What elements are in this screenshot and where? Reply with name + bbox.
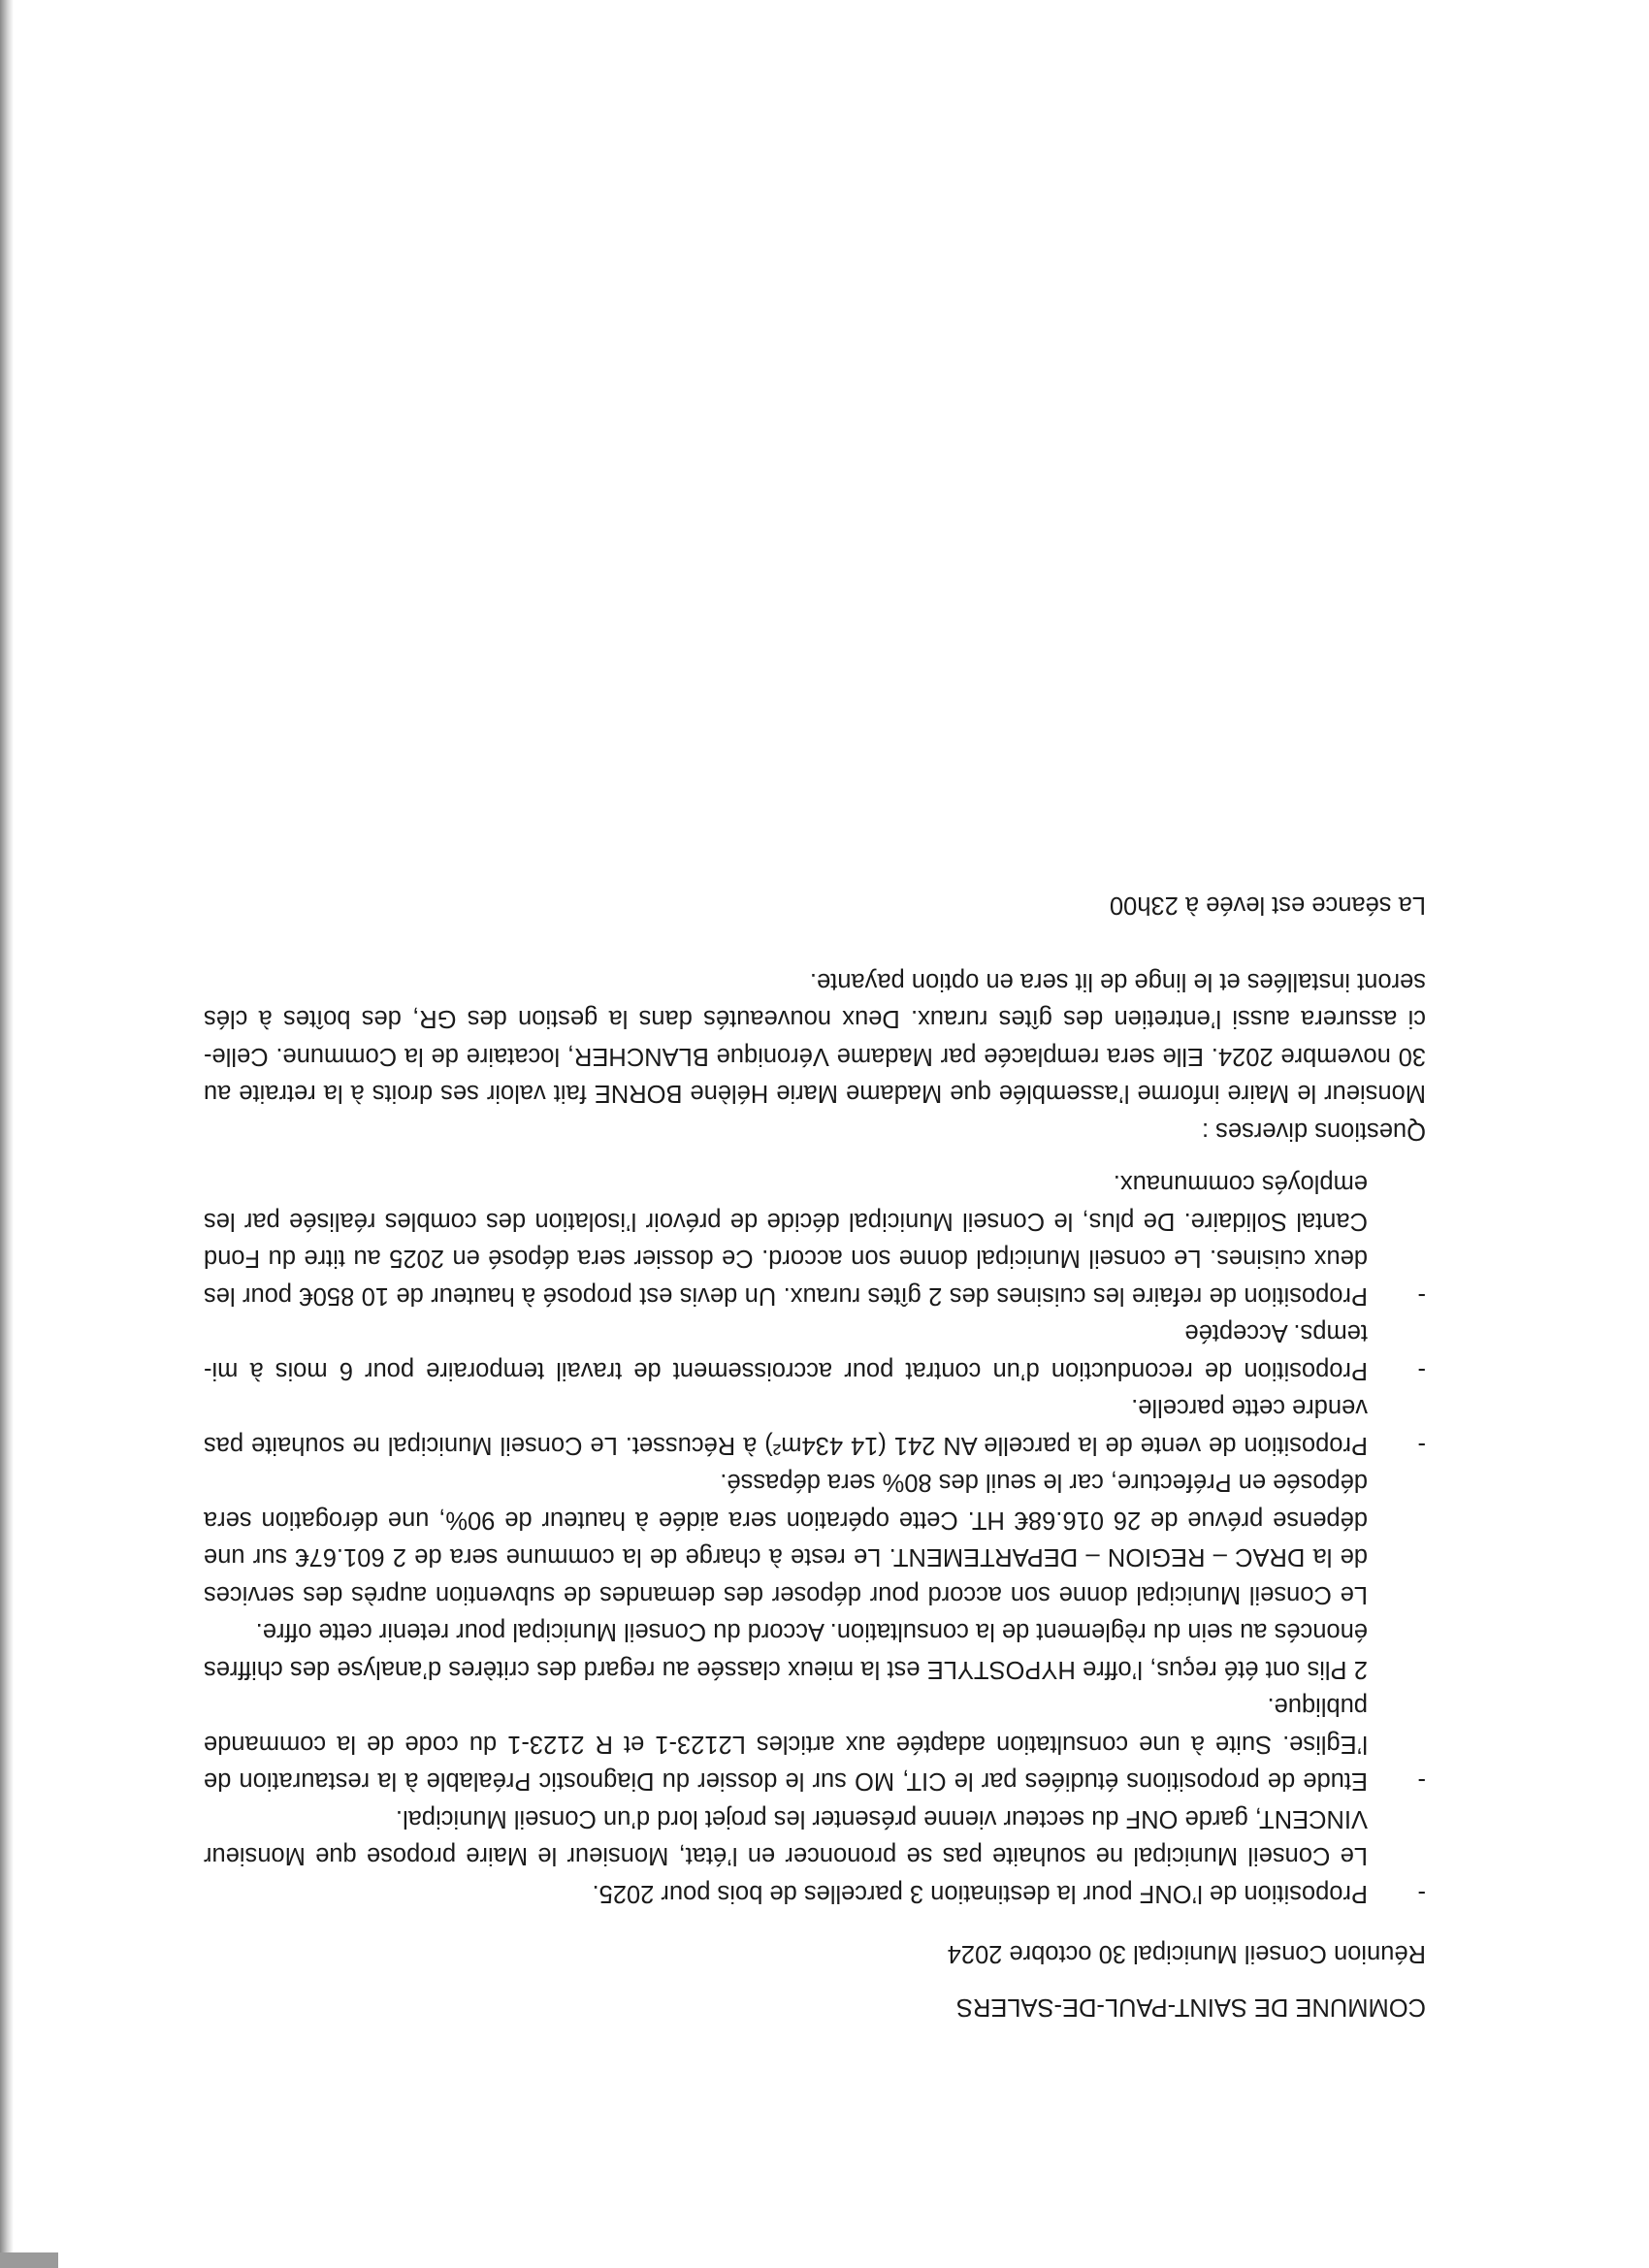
item-paragraph: Proposition de l’ONF pour la destination 3 parcelles de bois pour 2025. (592, 1880, 1368, 1907)
bullet-dash: - (1417, 1282, 1426, 1310)
meeting-title: Réunion Conseil Municipal 30 octobre 2024 (947, 1940, 1426, 1968)
questions-title: Questions diverses : (1201, 1118, 1426, 1145)
item-paragraph: Le Conseil Municipal donne son accord pour déposer des demandes de subvention auprès des services de la DRAC – REGION – DEPARTEMENT. Le reste à charge de la commune sera de 2 601.67€ sur une dépense prévue de 26 016.68€ HT. Cette opération sera aidée à hauteur de 90%, une dérogation sera déposée en Préfecture, car le seuil des 80% sera dépassé. (204, 1469, 1368, 1608)
item-paragraph: Proposition de vente de la parcelle AN 241 (14 434m²) à Récusset. Le Conseil Municipal ne souhaite pas vendre cette parcelle. (204, 1394, 1368, 1459)
bullet-dash: - (1417, 1880, 1426, 1907)
agenda-item-eglise (204, 1464, 1426, 1800)
agenda-item-cuisines (204, 1165, 1426, 1314)
item-paragraph: 2 Plis ont été reçus, l’offre HYPOSTYLE est la mieux classée au regard des critères d’analyse des chiffres énoncés au sein du règlement de la consultation. Accord du Conseil Municipal pour retenir cette offre. (204, 1618, 1368, 1683)
document-body (204, 887, 1426, 2025)
item-paragraph: Etude de propositions étudiées par le CIT, MO sur le dossier du Diagnostic Préalable à la restauration de l’Eglise. Suite à une consultation adaptée aux articles L2123-1 et R 2123-1 du code de la commande publique. (204, 1693, 1368, 1796)
bullet-dash: - (1417, 1357, 1426, 1384)
item-paragraph: Le Conseil Municipal ne souhaite pas se prononcer en l’état, Monsieur le Maire propose que Monsieur VINCENT, garde ONF du secteur vienne présenter les projet lord d’un Conseil Municipal. (204, 1805, 1368, 1870)
bullet-dash: - (1417, 1767, 1426, 1796)
questions-text: Monsieur le Maire informe l’assemblée que Madame Marie Hélène BORNE fait valoir ses droits à la retraite au 30 novembre 2024. Elle sera remplacée par Madame Véronique BLANCHER, locataire de la Commune. Celle-ci assurera aussi l’entretien des gîtes ruraux. Deux nouveautés dans la gestion des GR, des boîtes à clés seront installées et le linge de lit sera en option payante. (204, 968, 1426, 1108)
agenda-item-parcelle (204, 1389, 1426, 1464)
bullet-dash: - (1417, 1432, 1426, 1459)
closing-line: La séance est levée à 23h00 (1109, 891, 1426, 920)
commune-heading: COMMUNE DE SAINT-PAUL-DE-SALERS (955, 1993, 1426, 2021)
agenda-item-onf (204, 1800, 1426, 1913)
item-paragraph: Proposition de reconduction d’un contrat pour accroissement de travail temporaire pour 6 mois à mi-temps. Acceptée (204, 1319, 1368, 1384)
item-paragraph: Proposition de refaire les cuisines des 2 gîtes ruraux. Un devis est proposé à hauteur de 10 850€ pour les deux cuisines. Le conseil Municipal donne son accord. Ce dossier sera déposé en 2025 au titre du Fond Cantal Solidaire. De plus, le Conseil Municipal décide de prévoir l’isolation des combles réalisée par les employés communaux. (204, 1170, 1368, 1310)
agenda-item-contrat (204, 1314, 1426, 1389)
